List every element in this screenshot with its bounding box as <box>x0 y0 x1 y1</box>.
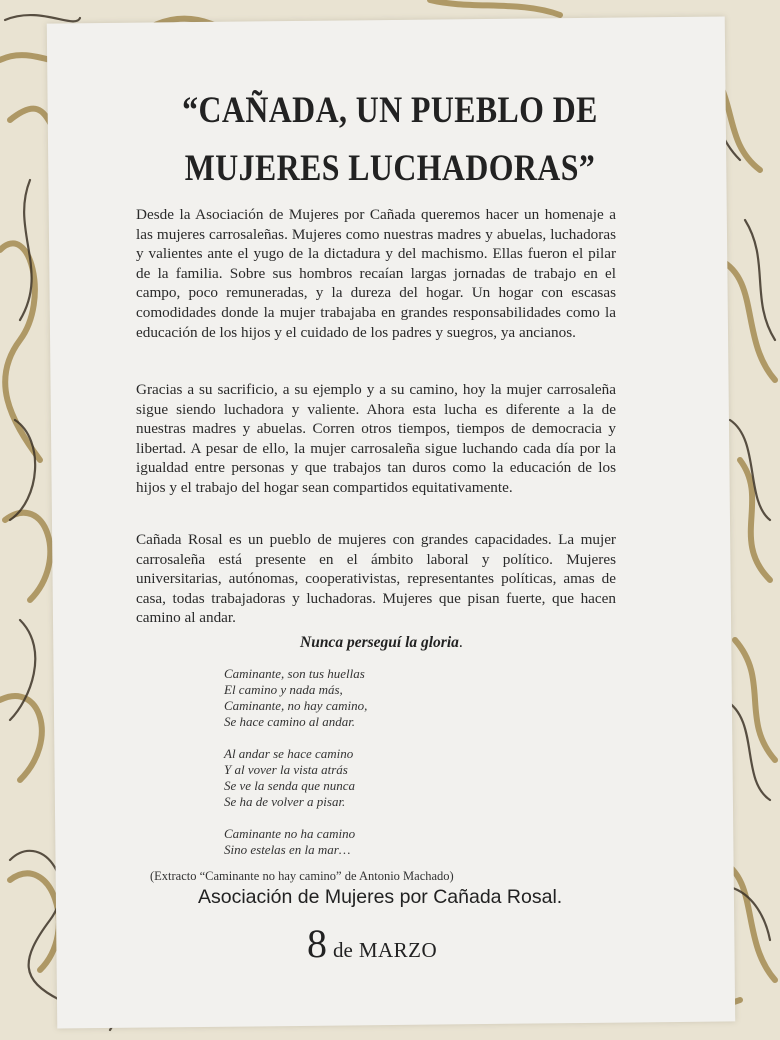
paragraph-2: Gracias a su sacrificio, a su ejemplo y a su camino, hoy la mujer carrosaleña sigue siendo luchadora y valiente. Ahora esta lucha es diferente a la de nuestras madres y abuelas. Corren otros tiempos, tiempos de democracia y libertad. A pesar de ello, la mujer carrosaleña sigue luchando cada día por la igualdad entre personas y que trabajos tan duros como la educación de los hijos y el trabajo del hogar sean compartidos equitativamente. <box>136 381 616 496</box>
poem-stanza-3 <box>224 826 355 858</box>
quote-title-period: . <box>458 634 463 651</box>
quote-title <box>300 634 463 652</box>
event-date <box>307 920 437 967</box>
poem-line: Caminante, son tus huellas <box>224 666 365 681</box>
association-signature: Asociación de Mujeres por Cañada Rosal. <box>198 886 563 908</box>
paragraph-3: Cañada Rosal es un pueblo de mujeres con grandes capacidades. La mujer carrosaleña está presente en el ámbito laboral y político. Mujeres universitarias, autónomas, cooperativistas, representantes políticas, amas de casa, todas trabajadoras y luchadoras. Mujeres que pisan fuerte, que hacen camino al andar. <box>136 531 616 627</box>
poem-line: Al andar se hace camino <box>224 746 354 761</box>
paragraph-1: Desde la Asociación de Mujeres por Cañada queremos hacer un homenaje a las mujeres carrosaleñas. Mujeres como nuestras madres y abuelas, luchadoras y valientes ante el yugo de la dictadura y del machismo. Ellas fueron el pilar de la familia. Sobre sus hombros recaían largas jornadas de trabajo en el campo, poco remuneradas, y la dureza del hogar. Un hogar con escasas comodidades donde la mujer trabajaba en grandes responsabilidades como la educación de los hijos y el cuidado de los padres y suegros, ya ancianos. <box>136 206 616 341</box>
poem-line: El camino y nada más, <box>224 682 343 697</box>
poster-title-line-2: MUJERES LUCHADORAS” <box>184 148 596 189</box>
poem-line: Caminante, no hay camino, <box>224 698 368 713</box>
date-number: 8 <box>307 921 327 966</box>
poster-title-line-1: “CAÑADA, UN PUEBLO DE <box>182 90 598 131</box>
poem-line: Se ha de volver a pisar. <box>224 794 346 809</box>
date-month: MARZO <box>358 938 438 962</box>
date-de: de <box>333 938 353 962</box>
poem-line: Y al vover la vista atrás <box>224 762 348 777</box>
poem-line: Caminante no ha camino <box>224 826 356 841</box>
excerpt-credit: (Extracto “Caminante no hay camino” de Antonio Machado) <box>150 869 454 883</box>
quote-title-text: Nunca perseguí la gloria <box>300 634 459 651</box>
poem-line: Sino estelas en la mar… <box>224 842 351 857</box>
poem-stanza-2 <box>224 746 355 810</box>
poem-line: Se hace camino al andar. <box>224 714 356 729</box>
poem-line: Se ve la senda que nunca <box>224 778 356 793</box>
poem-stanza-1 <box>224 666 367 730</box>
